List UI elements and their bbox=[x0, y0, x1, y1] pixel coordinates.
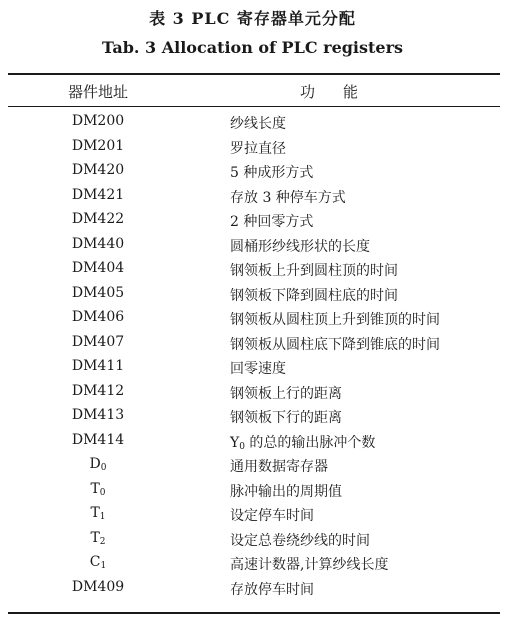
addr-subscript: 1 bbox=[99, 512, 106, 522]
table-row bbox=[8, 208, 500, 233]
row-function: 2 种回零方式 bbox=[230, 214, 314, 230]
row-function: 脉冲输出的周期值 bbox=[230, 483, 342, 500]
row-address bbox=[8, 530, 188, 547]
table-body bbox=[8, 110, 500, 600]
row-function: 纱线长度 bbox=[230, 116, 286, 132]
table-caption-chinese: 表 3 PLC 寄存器单元分配 bbox=[149, 9, 356, 28]
row-address: DM201 bbox=[71, 137, 125, 154]
row-function: 钢领板从圆柱底下降到锥底的时间 bbox=[230, 336, 440, 353]
row-address: DM404 bbox=[71, 260, 125, 276]
table-header-row bbox=[8, 75, 500, 106]
header-function: 功能 bbox=[299, 83, 386, 101]
table-row bbox=[8, 257, 500, 282]
row-function: 5 种成形方式 bbox=[230, 165, 314, 181]
row-function: 钢领板上升到圆柱顶的时间 bbox=[230, 263, 398, 279]
row-function: 钢领板上行的距离 bbox=[230, 385, 342, 402]
row-function: 钢领板从圆柱顶上升到锥顶的时间 bbox=[230, 312, 440, 328]
addr-subscript: 0 bbox=[99, 487, 106, 498]
row-function: 存放 3 种停车方式 bbox=[230, 189, 346, 206]
addr-base: T bbox=[90, 529, 100, 546]
table-row bbox=[8, 355, 500, 380]
row-function: 高速计数器,计算纱线长度 bbox=[230, 557, 389, 573]
row-address bbox=[8, 505, 188, 522]
addr-subscript: 2 bbox=[99, 536, 106, 547]
row-address bbox=[8, 456, 188, 473]
row-address: DM405 bbox=[71, 284, 125, 301]
row-address bbox=[8, 554, 188, 571]
func-base: Y bbox=[230, 434, 240, 451]
row-address: DM440 bbox=[71, 235, 125, 252]
row-function: 回零速度 bbox=[230, 361, 286, 377]
table-row bbox=[8, 429, 500, 454]
row-function: 圆桶形纱线形状的长度 bbox=[230, 238, 370, 255]
row-function: 罗拉直径 bbox=[230, 140, 286, 157]
table-header-rule bbox=[8, 106, 500, 107]
addr-base: T bbox=[90, 505, 100, 521]
row-address bbox=[8, 481, 188, 498]
table-bottom-rule bbox=[8, 612, 500, 614]
addr-subscript: 1 bbox=[100, 561, 107, 571]
row-address: DM414 bbox=[71, 431, 125, 448]
addr-base: C bbox=[89, 554, 101, 570]
table-row bbox=[8, 184, 500, 209]
table-row bbox=[8, 233, 500, 258]
table-row bbox=[8, 380, 500, 405]
func-rest: 的总的输出脉冲个数 bbox=[244, 434, 376, 451]
row-function: 设定停车时间 bbox=[230, 508, 314, 524]
table-row bbox=[8, 159, 500, 184]
table-row bbox=[8, 527, 500, 552]
row-function: 钢领板下行的距离 bbox=[230, 410, 342, 426]
table-row bbox=[8, 551, 500, 576]
row-address: DM413 bbox=[71, 407, 125, 423]
row-address: DM406 bbox=[71, 309, 125, 325]
addr-subscript: 0 bbox=[100, 463, 107, 473]
func-subscript: 0 bbox=[239, 441, 245, 452]
row-address: DM422 bbox=[71, 211, 125, 227]
row-function: 钢领板下降到圆柱底的时间 bbox=[230, 287, 398, 304]
table-row bbox=[8, 110, 500, 135]
table-caption-english: Tab. 3 Allocation of PLC registers bbox=[101, 38, 404, 57]
row-address: DM411 bbox=[71, 358, 125, 374]
table-row bbox=[8, 331, 500, 356]
row-address: DM421 bbox=[71, 186, 125, 203]
table-row bbox=[8, 453, 500, 478]
header-address: 器件地址 bbox=[67, 83, 128, 101]
row-address: DM409 bbox=[71, 578, 125, 595]
table-row bbox=[8, 135, 500, 160]
row-function: 存放停车时间 bbox=[230, 581, 314, 598]
table-row bbox=[8, 404, 500, 429]
addr-base: D bbox=[89, 456, 101, 472]
row-address: DM420 bbox=[71, 162, 125, 178]
table-row bbox=[8, 282, 500, 307]
row-address: DM200 bbox=[71, 113, 125, 129]
table-row bbox=[8, 478, 500, 503]
addr-base: T bbox=[90, 480, 100, 497]
row-function bbox=[230, 432, 375, 452]
row-function: 设定总卷绕纱线的时间 bbox=[230, 532, 370, 549]
table-row bbox=[8, 576, 500, 601]
row-function: 通用数据寄存器 bbox=[230, 459, 328, 475]
table-row bbox=[8, 306, 500, 331]
row-address: DM412 bbox=[71, 382, 125, 399]
table-row bbox=[8, 502, 500, 527]
row-address: DM407 bbox=[71, 333, 125, 350]
